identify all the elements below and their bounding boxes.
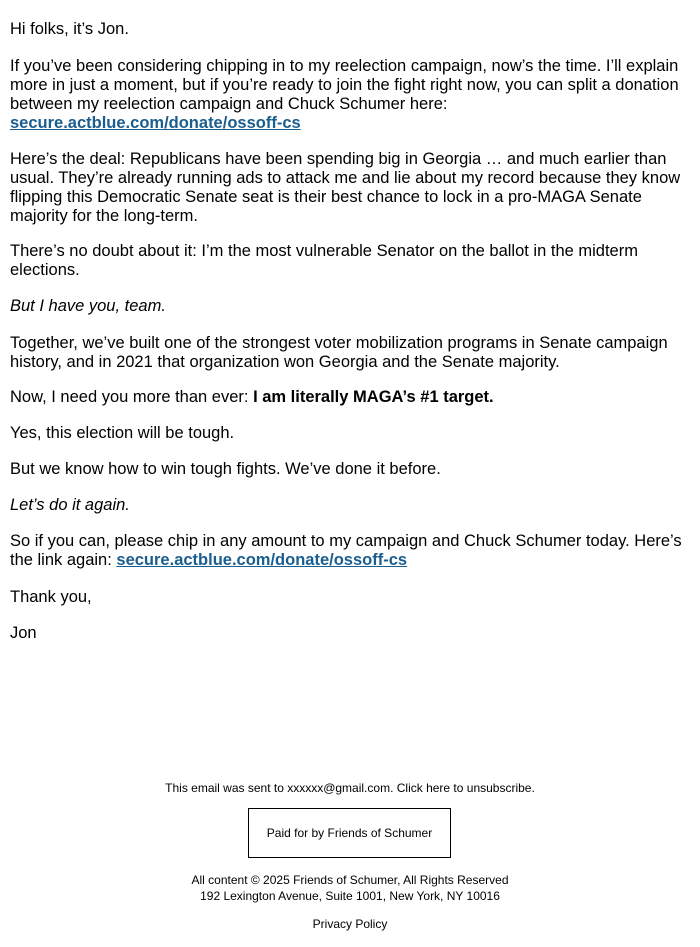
paragraph-donate-intro [10,57,690,133]
italic-text: Let’s do it again. [10,496,130,514]
paragraph-text: If you’ve been considering chipping in to my reelection campaign, now’s the time. I’ll explain more in just a moment, but if you’re ready to join the fight right now, you can split a donation between my reelection campaign and Chuck Schumer here: [10,57,679,113]
sent-to-line [0,780,700,796]
signoff: Thank you, [10,588,92,606]
paragraph-again [10,496,690,515]
donate-link[interactable]: secure.actblue.com/donate/ossoff-cs [116,551,408,569]
italic-text: But I have you, team. [10,297,166,315]
privacy-policy-line [0,916,700,932]
copyright: All content © 2025 Friends of Schumer, All Rights Reserved [191,873,509,887]
privacy-policy-link[interactable]: Privacy Policy [312,917,388,931]
separator: . [390,781,397,795]
paragraph-text: Now, I need you more than ever: [10,388,254,406]
sent-to-prefix: This email was sent to [165,781,288,795]
paragraph-deal: Here’s the deal: Republicans have been spending big in Georgia … and much earlier than usual. They’re already running ads to attack me and lie about my record because they know flipping this Democratic Senate seat is their best chance to lock in a pro-MAGA Senate majority for the long-term. [10,150,681,225]
signature: Jon [10,624,37,642]
paragraph-chip-in [10,532,690,570]
paragraph-win: But we know how to win tough fights. We’ve done it before. [10,460,441,478]
paid-for-text: Paid for by Friends of Schumer [266,826,433,840]
paragraph-vulnerable: There’s no doubt about it: I’m the most vulnerable Senator on the ballot in the midterm elections. [10,242,638,279]
paragraph-text: So if you can, please chip in any amount to my campaign and Chuck Schumer today. Here’s the link again: [10,532,682,569]
donate-link[interactable]: secure.actblue.com/donate/ossoff-cs [10,114,301,132]
mailing-address: 192 Lexington Avenue, Suite 1001, New York, NY 10016 [200,889,500,903]
paragraph-tough: Yes, this election will be tough. [10,424,235,442]
paragraph-together: Together, we’ve built one of the strongest voter mobilization programs in Senate campaign history, and in 2021 that organization won Georgia and the Senate majority. [10,334,668,371]
unsubscribe-link[interactable]: Click here to unsubscribe. [396,781,535,795]
recipient-email: xxxxxx@gmail.com [287,781,391,795]
paid-for-box [248,808,451,858]
paragraph-have-you [10,297,690,316]
bold-text: I am literally MAGA’s #1 target. [253,388,494,406]
paragraph-need-you [10,388,690,407]
greeting: Hi folks, it’s Jon. [10,20,129,38]
